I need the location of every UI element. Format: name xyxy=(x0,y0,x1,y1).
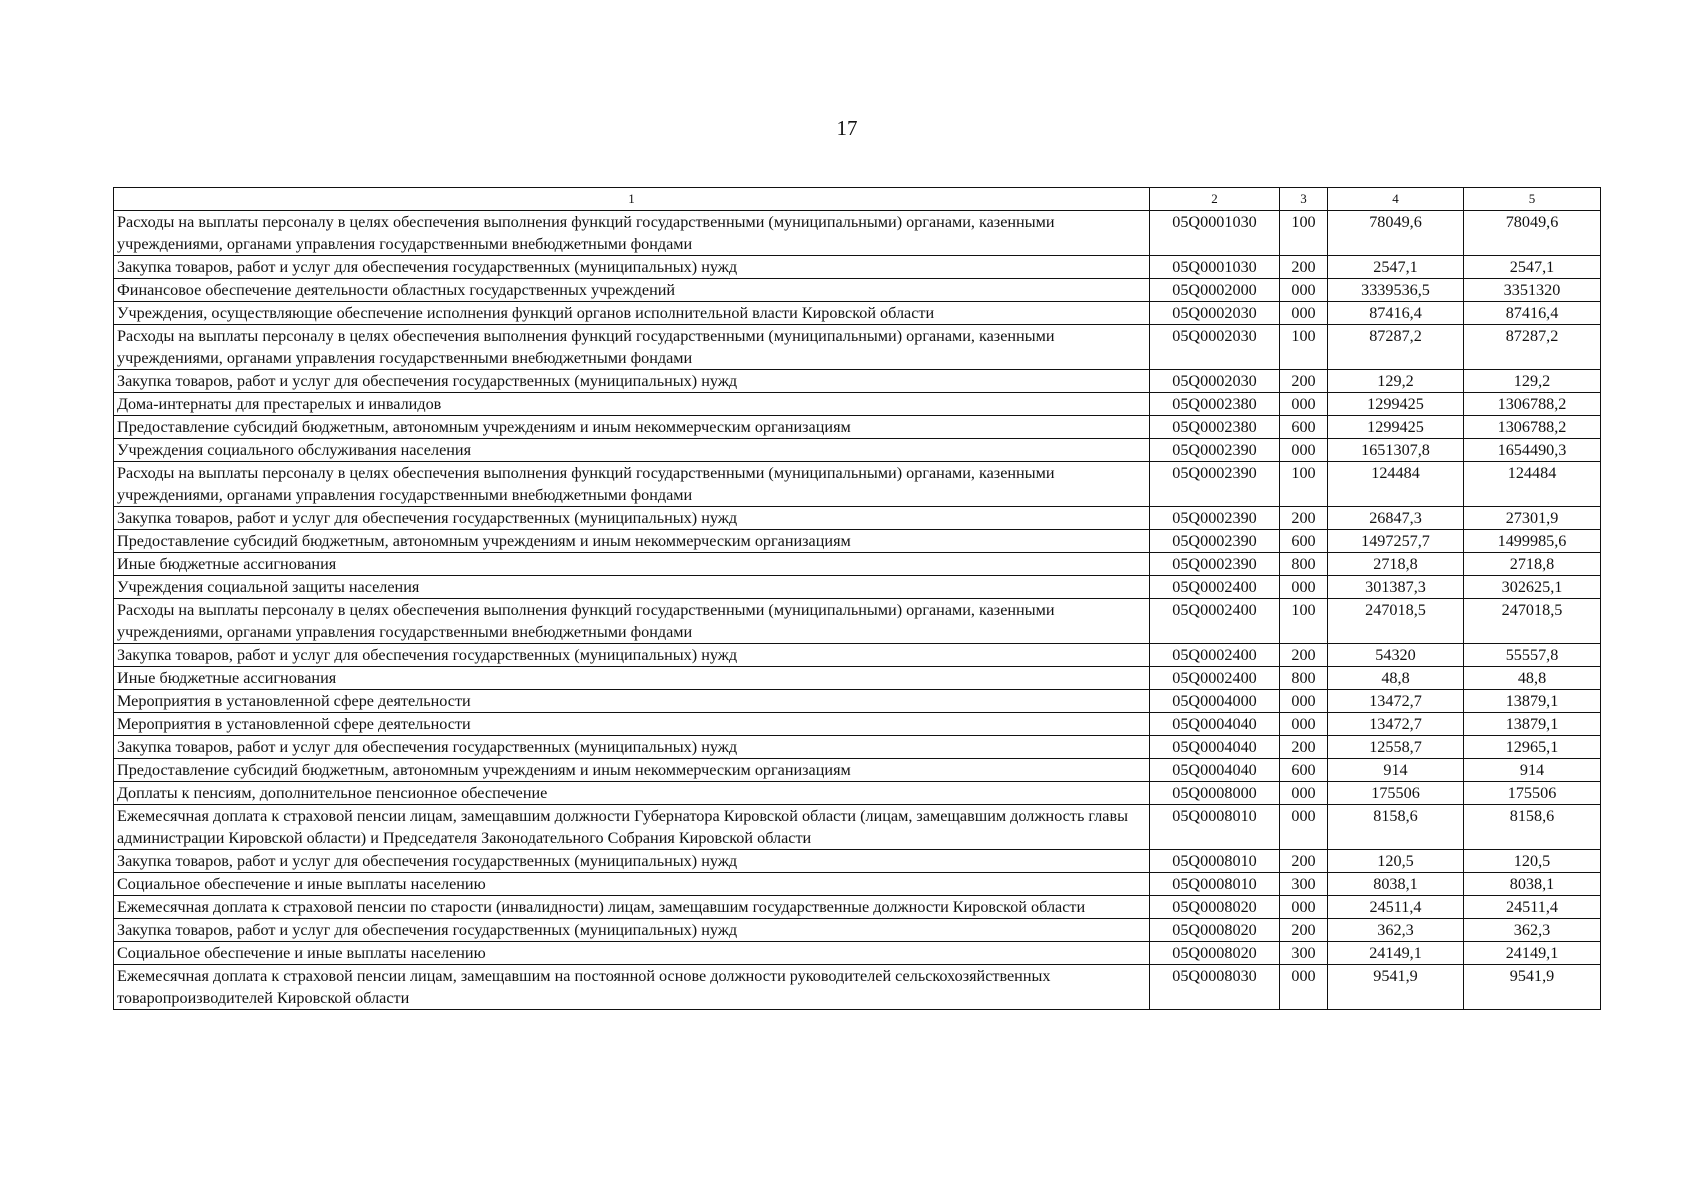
header-col-2: 2 xyxy=(1150,188,1280,211)
target-code-cell: 05Q0002400 xyxy=(1150,644,1280,667)
amount-year-1-cell: 8038,1 xyxy=(1328,873,1464,896)
expense-type-cell: 200 xyxy=(1280,644,1328,667)
amount-year-1-cell: 8158,6 xyxy=(1328,805,1464,850)
target-code-cell: 05Q0008020 xyxy=(1150,919,1280,942)
amount-year-1-cell: 124484 xyxy=(1328,462,1464,507)
amount-year-1-cell: 1299425 xyxy=(1328,393,1464,416)
amount-year-1-cell: 301387,3 xyxy=(1328,576,1464,599)
amount-year-2-cell: 914 xyxy=(1464,759,1601,782)
target-code-cell: 05Q0004040 xyxy=(1150,736,1280,759)
amount-year-1-cell: 120,5 xyxy=(1328,850,1464,873)
expense-name-cell: Предоставление субсидий бюджетным, автономным учреждениям и иным некоммерческим организациям xyxy=(114,530,1150,553)
table-row xyxy=(114,690,1601,713)
expense-name-cell: Закупка товаров, работ и услуг для обеспечения государственных (муниципальных) нужд xyxy=(114,256,1150,279)
table-row xyxy=(114,919,1601,942)
expense-name-cell: Расходы на выплаты персоналу в целях обеспечения выполнения функций государственными (муниципальными) органами, казенными учреждениями, органами управления государственными внебюджетными фондами xyxy=(114,462,1150,507)
expense-name-cell: Ежемесячная доплата к страховой пенсии лицам, замещавшим должности Губернатора Кировской области (лицам, замещавшим должность главы администрации Кировской области) и Председателя Законодательного Собрания Кировской области xyxy=(114,805,1150,850)
expense-name-cell: Предоставление субсидий бюджетным, автономным учреждениям и иным некоммерческим организациям xyxy=(114,759,1150,782)
expense-type-cell: 000 xyxy=(1280,965,1328,1010)
table-row xyxy=(114,873,1601,896)
expense-type-cell: 000 xyxy=(1280,279,1328,302)
amount-year-1-cell: 87416,4 xyxy=(1328,302,1464,325)
target-code-cell: 05Q0008020 xyxy=(1150,942,1280,965)
table-row xyxy=(114,256,1601,279)
table-row xyxy=(114,302,1601,325)
target-code-cell: 05Q0008010 xyxy=(1150,805,1280,850)
expense-type-cell: 100 xyxy=(1280,211,1328,256)
expense-type-cell: 000 xyxy=(1280,690,1328,713)
table-row xyxy=(114,393,1601,416)
header-col-4: 4 xyxy=(1328,188,1464,211)
expense-name-cell: Ежемесячная доплата к страховой пенсии лицам, замещавшим на постоянной основе должности руководителей сельскохозяйственных товаропроизводителей Кировской области xyxy=(114,965,1150,1010)
table-row xyxy=(114,576,1601,599)
amount-year-1-cell: 78049,6 xyxy=(1328,211,1464,256)
table-row xyxy=(114,805,1601,850)
amount-year-1-cell: 48,8 xyxy=(1328,667,1464,690)
expense-name-cell: Учреждения, осуществляющие обеспечение исполнения функций органов исполнительной власти Кировской области xyxy=(114,302,1150,325)
table-row xyxy=(114,530,1601,553)
amount-year-1-cell: 3339536,5 xyxy=(1328,279,1464,302)
target-code-cell: 05Q0004000 xyxy=(1150,690,1280,713)
expense-type-cell: 600 xyxy=(1280,530,1328,553)
expense-name-cell: Расходы на выплаты персоналу в целях обеспечения выполнения функций государственными (муниципальными) органами, казенными учреждениями, органами управления государственными внебюджетными фондами xyxy=(114,599,1150,644)
table-row xyxy=(114,439,1601,462)
amount-year-1-cell: 129,2 xyxy=(1328,370,1464,393)
expense-name-cell: Финансовое обеспечение деятельности областных государственных учреждений xyxy=(114,279,1150,302)
expense-type-cell: 100 xyxy=(1280,462,1328,507)
expense-name-cell: Расходы на выплаты персоналу в целях обеспечения выполнения функций государственными (муниципальными) органами, казенными учреждениями, органами управления государственными внебюджетными фондами xyxy=(114,211,1150,256)
expense-type-cell: 000 xyxy=(1280,782,1328,805)
amount-year-1-cell: 1299425 xyxy=(1328,416,1464,439)
page-number: 17 xyxy=(836,116,858,140)
budget-table xyxy=(113,187,1601,1010)
target-code-cell: 05Q0002400 xyxy=(1150,576,1280,599)
target-code-cell: 05Q0004040 xyxy=(1150,713,1280,736)
expense-name-cell: Учреждения социальной защиты населения xyxy=(114,576,1150,599)
amount-year-1-cell: 2547,1 xyxy=(1328,256,1464,279)
expense-name-cell: Закупка товаров, работ и услуг для обеспечения государственных (муниципальных) нужд xyxy=(114,644,1150,667)
target-code-cell: 05Q0002390 xyxy=(1150,462,1280,507)
amount-year-1-cell: 1651307,8 xyxy=(1328,439,1464,462)
amount-year-2-cell: 78049,6 xyxy=(1464,211,1601,256)
header-col-1: 1 xyxy=(114,188,1150,211)
target-code-cell: 05Q0002390 xyxy=(1150,530,1280,553)
expense-name-cell: Учреждения социального обслуживания населения xyxy=(114,439,1150,462)
amount-year-1-cell: 24149,1 xyxy=(1328,942,1464,965)
expense-type-cell: 300 xyxy=(1280,873,1328,896)
amount-year-2-cell: 13879,1 xyxy=(1464,690,1601,713)
expense-type-cell: 100 xyxy=(1280,325,1328,370)
table-row xyxy=(114,370,1601,393)
amount-year-2-cell: 87287,2 xyxy=(1464,325,1601,370)
target-code-cell: 05Q0008010 xyxy=(1150,850,1280,873)
amount-year-2-cell: 124484 xyxy=(1464,462,1601,507)
amount-year-2-cell: 24149,1 xyxy=(1464,942,1601,965)
amount-year-1-cell: 54320 xyxy=(1328,644,1464,667)
amount-year-1-cell: 87287,2 xyxy=(1328,325,1464,370)
header-col-3: 3 xyxy=(1280,188,1328,211)
amount-year-1-cell: 914 xyxy=(1328,759,1464,782)
table-row xyxy=(114,416,1601,439)
table-row xyxy=(114,667,1601,690)
expense-name-cell: Мероприятия в установленной сфере деятельности xyxy=(114,713,1150,736)
target-code-cell: 05Q0002030 xyxy=(1150,302,1280,325)
expense-name-cell: Социальное обеспечение и иные выплаты населению xyxy=(114,942,1150,965)
expense-type-cell: 000 xyxy=(1280,439,1328,462)
target-code-cell: 05Q0002380 xyxy=(1150,416,1280,439)
table-row xyxy=(114,211,1601,256)
target-code-cell: 05Q0001030 xyxy=(1150,211,1280,256)
expense-type-cell: 600 xyxy=(1280,759,1328,782)
expense-name-cell: Закупка товаров, работ и услуг для обеспечения государственных (муниципальных) нужд xyxy=(114,919,1150,942)
expense-name-cell: Предоставление субсидий бюджетным, автономным учреждениям и иным некоммерческим организациям xyxy=(114,416,1150,439)
target-code-cell: 05Q0002400 xyxy=(1150,599,1280,644)
target-code-cell: 05Q0002390 xyxy=(1150,439,1280,462)
table-row xyxy=(114,965,1601,1010)
expense-type-cell: 600 xyxy=(1280,416,1328,439)
amount-year-2-cell: 302625,1 xyxy=(1464,576,1601,599)
amount-year-2-cell: 48,8 xyxy=(1464,667,1601,690)
table-row xyxy=(114,782,1601,805)
expense-type-cell: 000 xyxy=(1280,576,1328,599)
table-row xyxy=(114,713,1601,736)
expense-type-cell: 000 xyxy=(1280,713,1328,736)
expense-name-cell: Закупка товаров, работ и услуг для обеспечения государственных (муниципальных) нужд xyxy=(114,736,1150,759)
expense-name-cell: Закупка товаров, работ и услуг для обеспечения государственных (муниципальных) нужд xyxy=(114,370,1150,393)
expense-name-cell: Иные бюджетные ассигнования xyxy=(114,553,1150,576)
table-row xyxy=(114,462,1601,507)
expense-type-cell: 000 xyxy=(1280,896,1328,919)
table-row xyxy=(114,896,1601,919)
table-row xyxy=(114,599,1601,644)
expense-name-cell: Закупка товаров, работ и услуг для обеспечения государственных (муниципальных) нужд xyxy=(114,850,1150,873)
amount-year-2-cell: 3351320 xyxy=(1464,279,1601,302)
amount-year-1-cell: 2718,8 xyxy=(1328,553,1464,576)
target-code-cell: 05Q0002000 xyxy=(1150,279,1280,302)
amount-year-2-cell: 87416,4 xyxy=(1464,302,1601,325)
target-code-cell: 05Q0004040 xyxy=(1150,759,1280,782)
table-row xyxy=(114,759,1601,782)
expense-type-cell: 000 xyxy=(1280,393,1328,416)
target-code-cell: 05Q0008010 xyxy=(1150,873,1280,896)
amount-year-1-cell: 1497257,7 xyxy=(1328,530,1464,553)
amount-year-2-cell: 8158,6 xyxy=(1464,805,1601,850)
amount-year-1-cell: 13472,7 xyxy=(1328,690,1464,713)
expense-type-cell: 200 xyxy=(1280,850,1328,873)
table-row xyxy=(114,736,1601,759)
expense-type-cell: 800 xyxy=(1280,667,1328,690)
amount-year-2-cell: 1654490,3 xyxy=(1464,439,1601,462)
target-code-cell: 05Q0002380 xyxy=(1150,393,1280,416)
table-row xyxy=(114,325,1601,370)
amount-year-1-cell: 24511,4 xyxy=(1328,896,1464,919)
table-body xyxy=(114,211,1601,1010)
expense-type-cell: 100 xyxy=(1280,599,1328,644)
amount-year-2-cell: 362,3 xyxy=(1464,919,1601,942)
table-row xyxy=(114,644,1601,667)
expense-name-cell: Доплаты к пенсиям, дополнительное пенсионное обеспечение xyxy=(114,782,1150,805)
amount-year-2-cell: 2718,8 xyxy=(1464,553,1601,576)
amount-year-1-cell: 9541,9 xyxy=(1328,965,1464,1010)
table-row xyxy=(114,507,1601,530)
amount-year-1-cell: 26847,3 xyxy=(1328,507,1464,530)
expense-type-cell: 200 xyxy=(1280,507,1328,530)
amount-year-2-cell: 9541,9 xyxy=(1464,965,1601,1010)
target-code-cell: 05Q0001030 xyxy=(1150,256,1280,279)
amount-year-2-cell: 1499985,6 xyxy=(1464,530,1601,553)
amount-year-2-cell: 175506 xyxy=(1464,782,1601,805)
amount-year-2-cell: 13879,1 xyxy=(1464,713,1601,736)
target-code-cell: 05Q0002400 xyxy=(1150,667,1280,690)
target-code-cell: 05Q0002390 xyxy=(1150,553,1280,576)
table-row xyxy=(114,279,1601,302)
amount-year-2-cell: 1306788,2 xyxy=(1464,416,1601,439)
expense-type-cell: 200 xyxy=(1280,736,1328,759)
expense-name-cell: Расходы на выплаты персоналу в целях обеспечения выполнения функций государственными (муниципальными) органами, казенными учреждениями, органами управления государственными внебюджетными фондами xyxy=(114,325,1150,370)
amount-year-1-cell: 362,3 xyxy=(1328,919,1464,942)
target-code-cell: 05Q0002030 xyxy=(1150,325,1280,370)
expense-type-cell: 000 xyxy=(1280,805,1328,850)
amount-year-2-cell: 55557,8 xyxy=(1464,644,1601,667)
amount-year-2-cell: 8038,1 xyxy=(1464,873,1601,896)
target-code-cell: 05Q0008030 xyxy=(1150,965,1280,1010)
expense-name-cell: Ежемесячная доплата к страховой пенсии по старости (инвалидности) лицам, замещавшим государственные должности Кировской области xyxy=(114,896,1150,919)
amount-year-1-cell: 175506 xyxy=(1328,782,1464,805)
expense-type-cell: 800 xyxy=(1280,553,1328,576)
target-code-cell: 05Q0002390 xyxy=(1150,507,1280,530)
amount-year-2-cell: 12965,1 xyxy=(1464,736,1601,759)
table-row xyxy=(114,553,1601,576)
target-code-cell: 05Q0002030 xyxy=(1150,370,1280,393)
expense-type-cell: 200 xyxy=(1280,370,1328,393)
expense-name-cell: Мероприятия в установленной сфере деятельности xyxy=(114,690,1150,713)
header-row xyxy=(114,188,1601,211)
table-row xyxy=(114,850,1601,873)
target-code-cell: 05Q0008000 xyxy=(1150,782,1280,805)
amount-year-1-cell: 12558,7 xyxy=(1328,736,1464,759)
amount-year-2-cell: 1306788,2 xyxy=(1464,393,1601,416)
amount-year-2-cell: 24511,4 xyxy=(1464,896,1601,919)
expense-type-cell: 200 xyxy=(1280,919,1328,942)
expense-type-cell: 200 xyxy=(1280,256,1328,279)
expense-name-cell: Социальное обеспечение и иные выплаты населению xyxy=(114,873,1150,896)
amount-year-2-cell: 129,2 xyxy=(1464,370,1601,393)
amount-year-2-cell: 27301,9 xyxy=(1464,507,1601,530)
expense-name-cell: Дома-интернаты для престарелых и инвалидов xyxy=(114,393,1150,416)
table-row xyxy=(114,942,1601,965)
amount-year-2-cell: 2547,1 xyxy=(1464,256,1601,279)
expense-name-cell: Закупка товаров, работ и услуг для обеспечения государственных (муниципальных) нужд xyxy=(114,507,1150,530)
expense-type-cell: 000 xyxy=(1280,302,1328,325)
expense-type-cell: 300 xyxy=(1280,942,1328,965)
target-code-cell: 05Q0008020 xyxy=(1150,896,1280,919)
amount-year-1-cell: 247018,5 xyxy=(1328,599,1464,644)
header-col-5: 5 xyxy=(1464,188,1601,211)
expense-name-cell: Иные бюджетные ассигнования xyxy=(114,667,1150,690)
amount-year-2-cell: 120,5 xyxy=(1464,850,1601,873)
amount-year-2-cell: 247018,5 xyxy=(1464,599,1601,644)
amount-year-1-cell: 13472,7 xyxy=(1328,713,1464,736)
